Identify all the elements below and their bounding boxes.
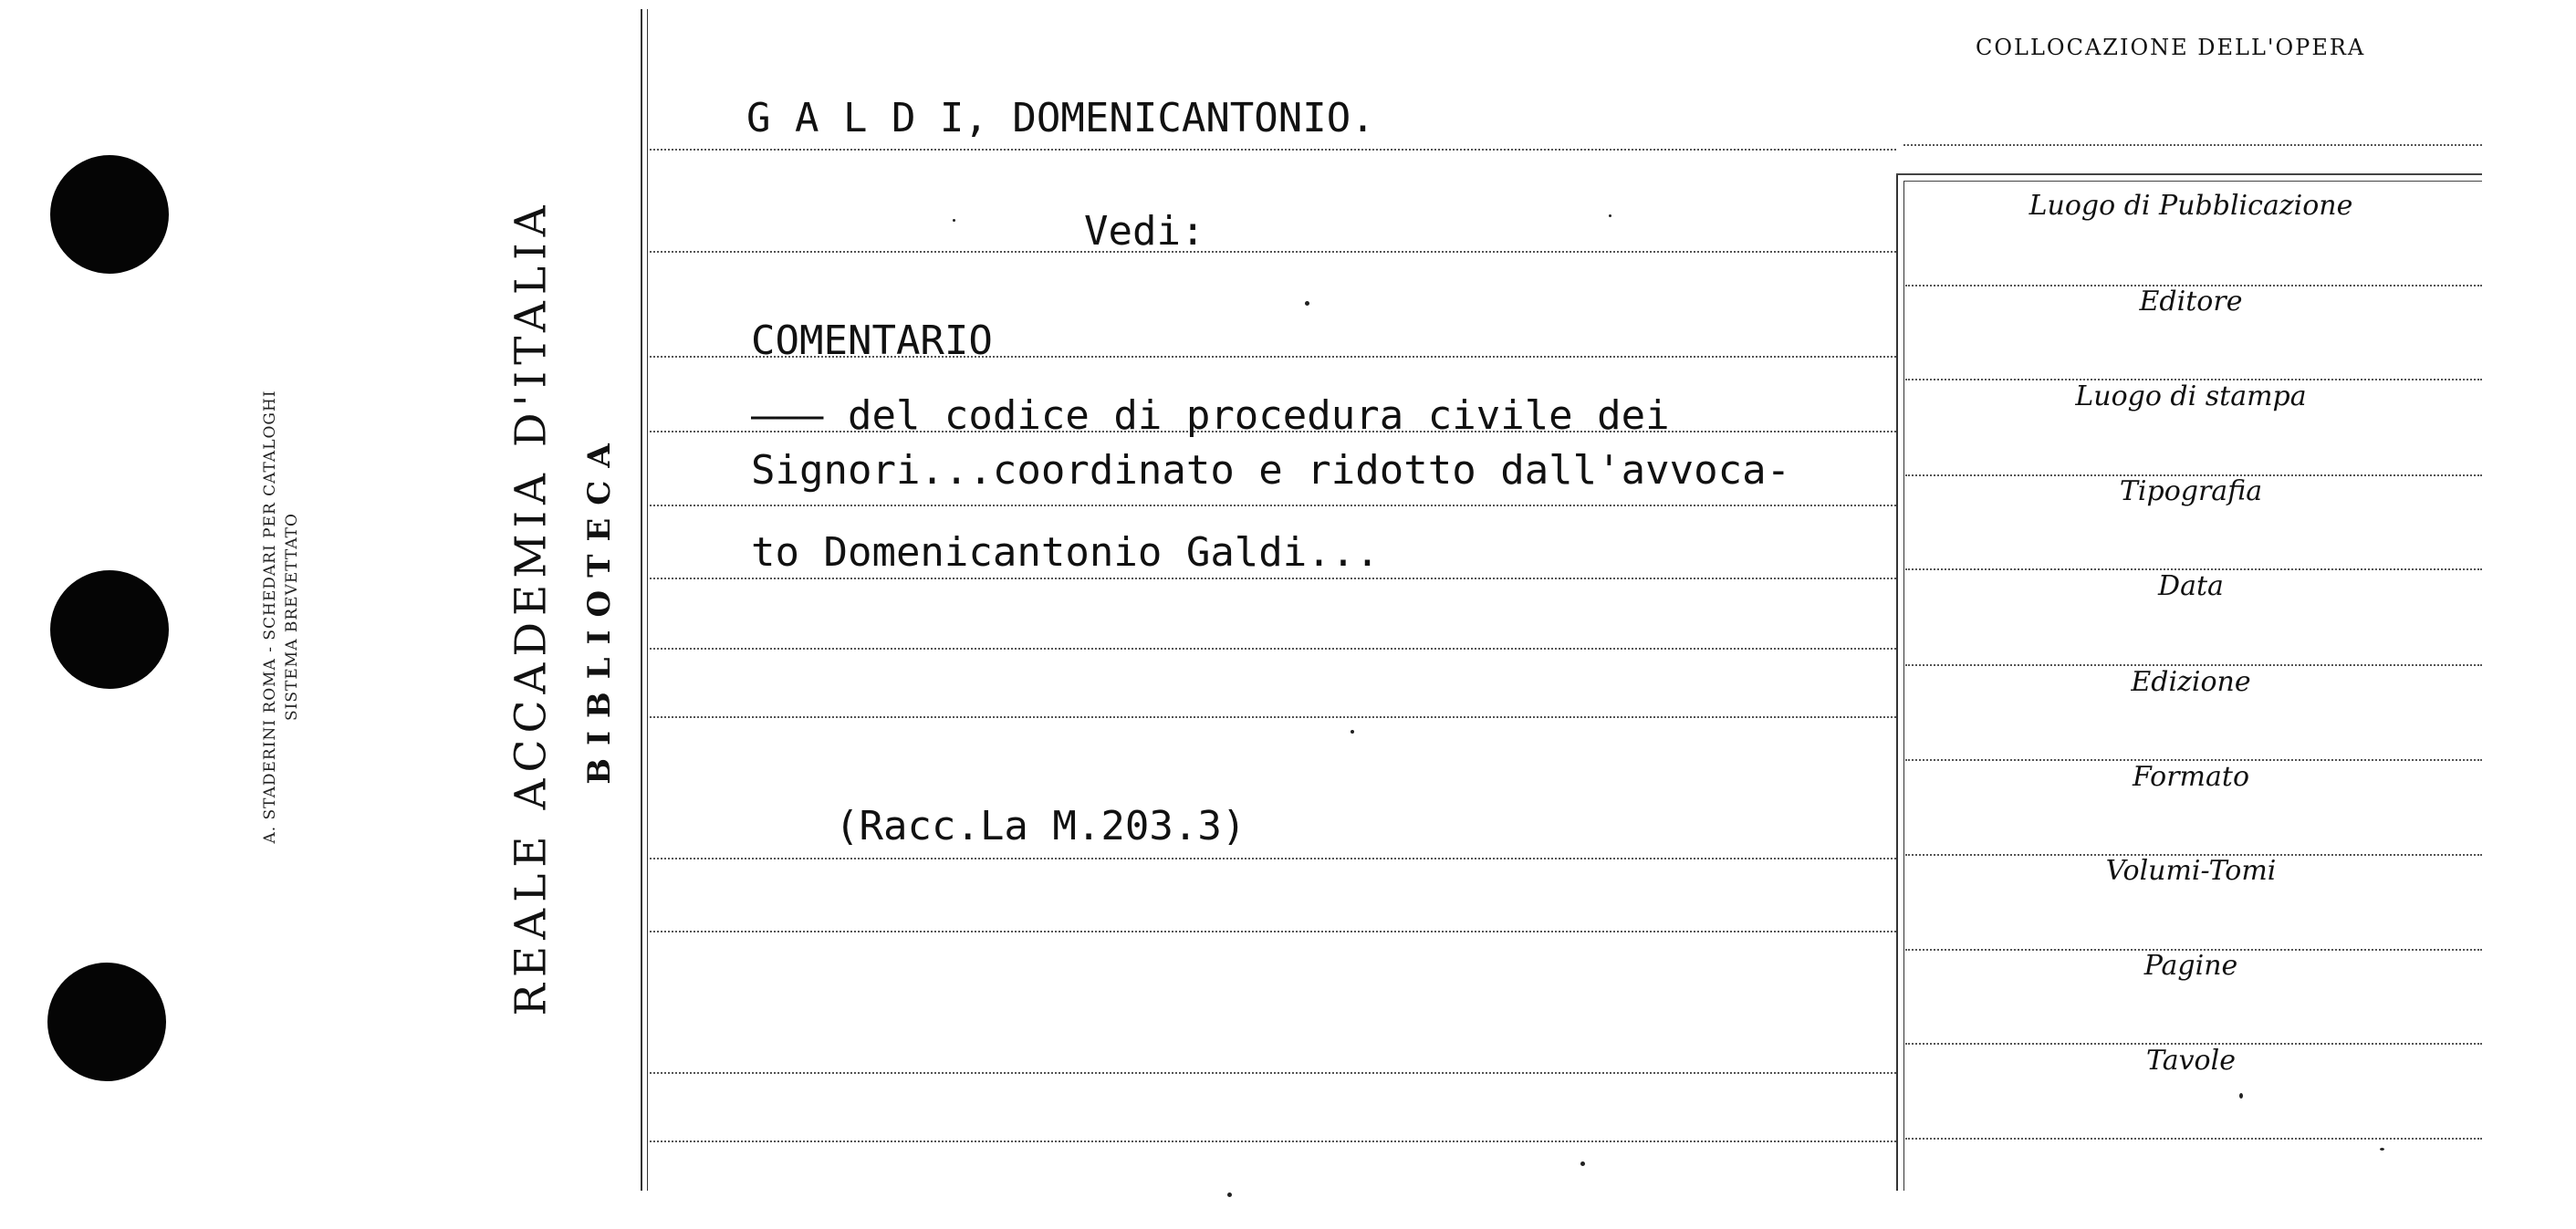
- field-pages: Pagine: [2143, 950, 2238, 982]
- column-rule-outer: [1896, 173, 1898, 1191]
- author-heading: G A L D I, DOMENICANTONIO.: [746, 95, 1375, 141]
- field-plates: Tavole: [2146, 1045, 2236, 1077]
- speck: [1580, 1161, 1585, 1166]
- see-reference: Vedi:: [1084, 208, 1205, 255]
- punch-hole-bottom: [47, 963, 166, 1081]
- field-edition: Edizione: [2131, 666, 2251, 698]
- printer-credit-line1: A. STADERINI ROMA - SCHEDARI PER CATALOGHI: [261, 390, 279, 844]
- field-printer: Tipografia: [2119, 475, 2263, 507]
- printer-credit-line2: SISTEMA BREVETTATO: [283, 513, 301, 721]
- institution-title: REALE ACCADEMIA D'ITALIA: [506, 199, 557, 1016]
- collocation-line: [1903, 144, 2482, 146]
- punch-hole-top: [50, 155, 169, 274]
- description-line-2: Signori...coordinato e ridotto dall'avvoca-: [751, 447, 1791, 494]
- speck: [1351, 730, 1354, 734]
- entry-line: [650, 648, 1896, 650]
- field-publisher: Editore: [2139, 286, 2243, 318]
- entry-line: [650, 858, 1896, 859]
- entry-line: [650, 1072, 1896, 1074]
- entry-line: [650, 1140, 1896, 1142]
- shelfmark: (Racc.La M.203.3): [835, 803, 1246, 849]
- entry-line: [650, 716, 1896, 718]
- field-place-of-printing: Luogo di stampa: [2075, 380, 2307, 412]
- department-title: BIBLIOTECA: [581, 431, 618, 785]
- entry-line: [650, 149, 1896, 151]
- column-top-border: [1896, 173, 2482, 175]
- speck: [1305, 301, 1309, 306]
- column-top-border-inner: [1903, 181, 2482, 182]
- speck: [953, 219, 955, 222]
- collocation-header: COLLOCAZIONE DELL'OPERA: [1976, 35, 2366, 60]
- field-place-of-publication: Luogo di Pubblicazione: [2028, 190, 2353, 222]
- speck: [1609, 214, 1611, 217]
- entry-line: [650, 578, 1896, 579]
- left-rule-inner: [647, 9, 648, 1191]
- work-title: COMENTARIO: [751, 318, 993, 364]
- printer-credit: [259, 390, 303, 843]
- field-date: Data: [2158, 570, 2224, 602]
- speck: [2239, 1093, 2243, 1099]
- description-line-1: ——— del codice di procedura civile dei: [751, 392, 1670, 439]
- entry-line: [650, 931, 1896, 932]
- description-line-3: to Domenicantonio Galdi...: [751, 529, 1380, 576]
- entry-line: [650, 505, 1896, 506]
- left-rule-outer: [641, 9, 642, 1191]
- field-volumes: Volumi-Tomi: [2105, 855, 2277, 887]
- field-line: [1905, 1138, 2482, 1140]
- speck: [2380, 1148, 2384, 1151]
- speck: [1227, 1193, 1232, 1197]
- field-format: Formato: [2132, 761, 2250, 793]
- punch-hole-middle: [50, 570, 169, 689]
- entry-line: [650, 251, 1896, 253]
